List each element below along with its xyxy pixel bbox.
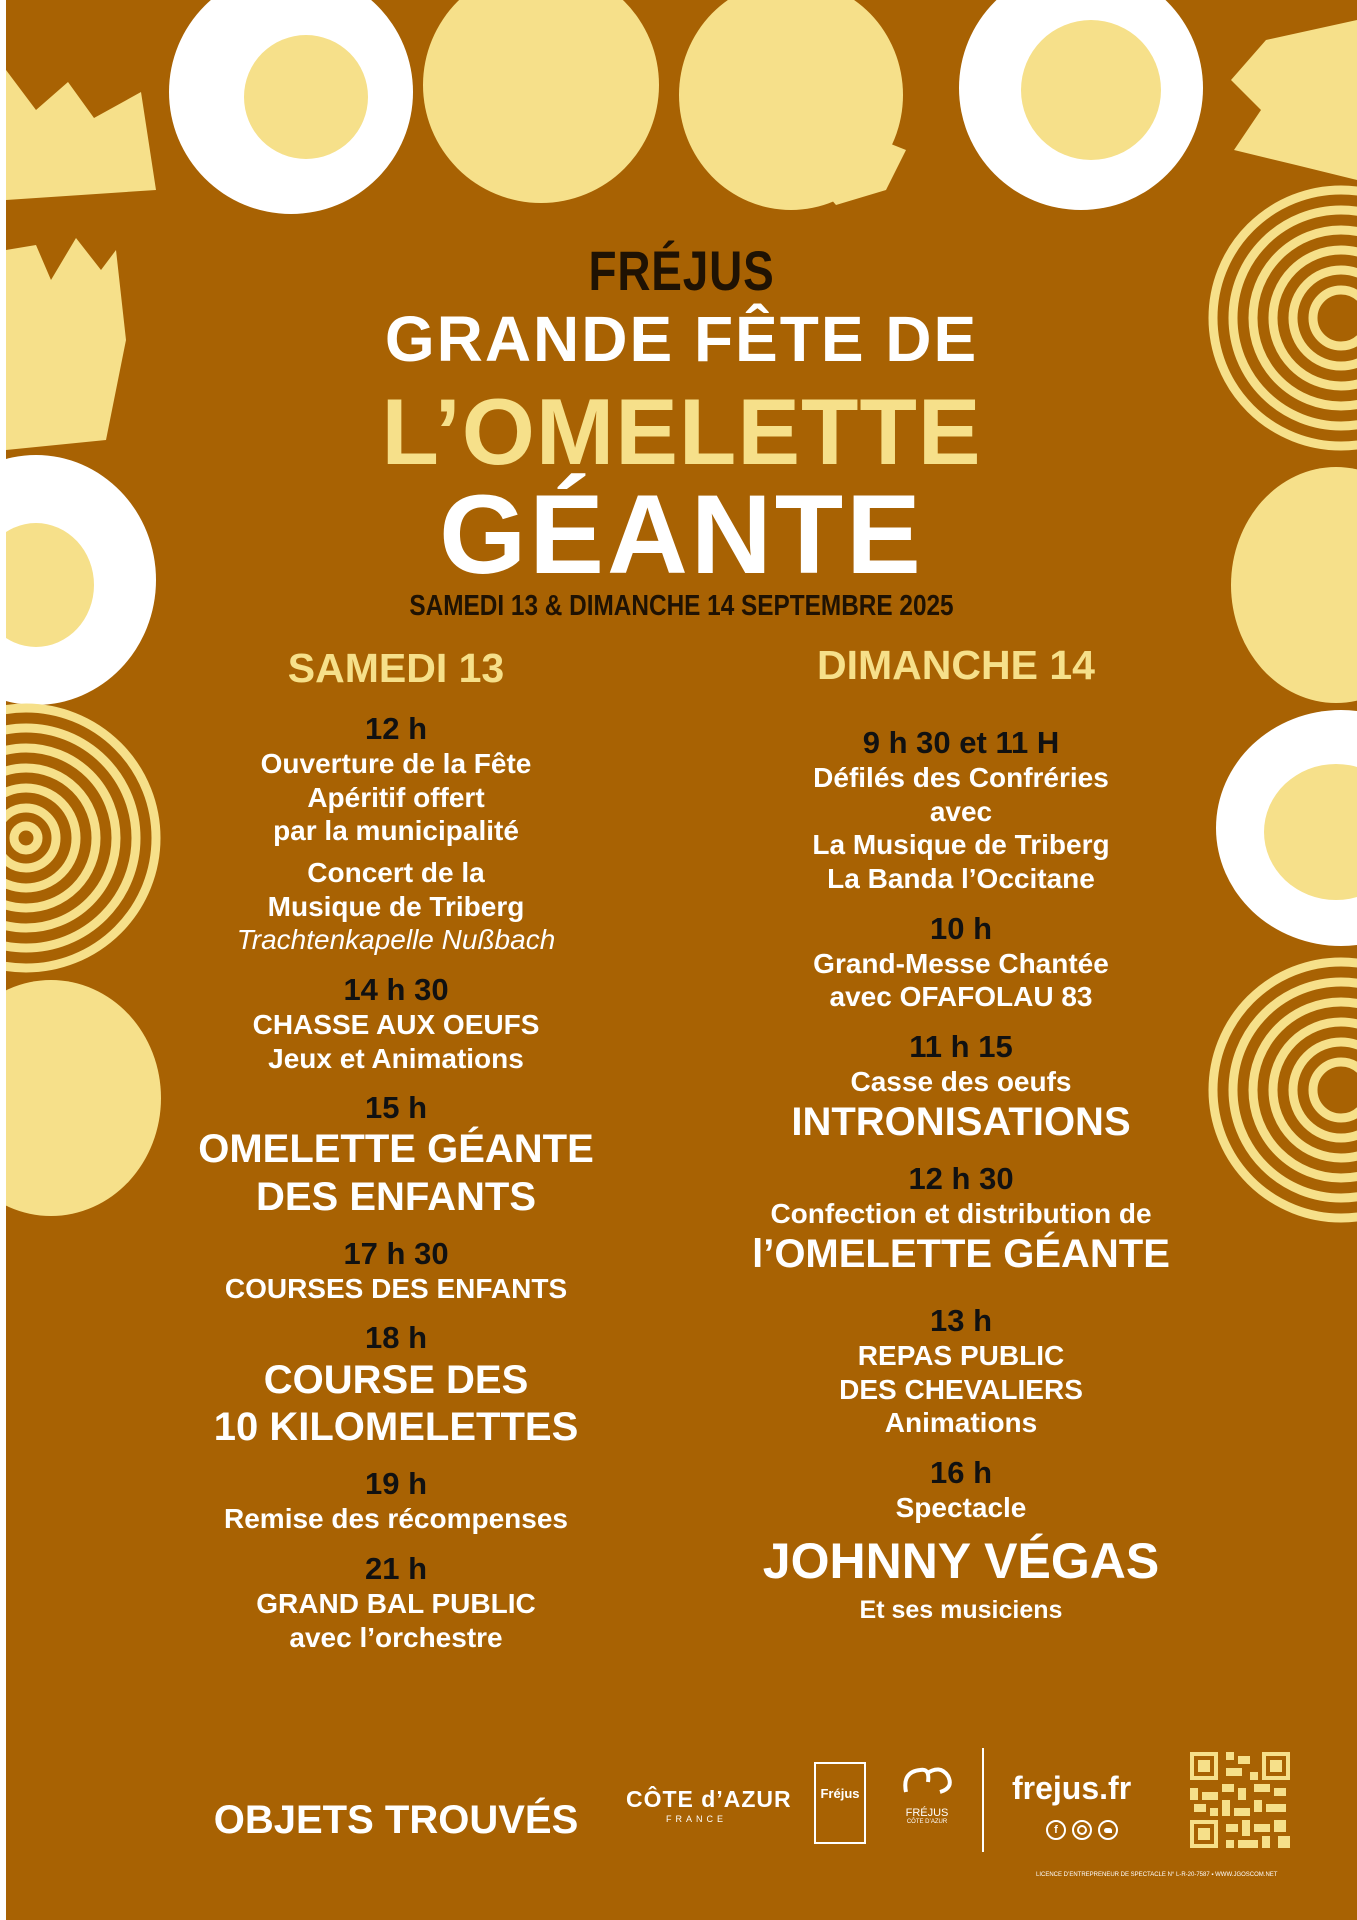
title-line-1: GRANDE FÊTE DE bbox=[384, 303, 979, 375]
egg-rings-right-2 bbox=[1213, 962, 1357, 1218]
sat-time-4: 15 h bbox=[364, 1090, 428, 1126]
sat-event-3-line-2: Jeux et Animations bbox=[268, 1042, 524, 1074]
sat-event-6-big-2: 10 KILOMELETTES bbox=[213, 1404, 579, 1449]
sun-event-1-line-3: La Musique de Triberg bbox=[812, 829, 1110, 861]
frejus-city-logo-sub: CÔTE D’AZUR bbox=[906, 1819, 948, 1825]
sat-event-1-line-2: Apéritif offert bbox=[307, 781, 485, 813]
sat-event-4-big-1: OMELETTE GÉANTE bbox=[198, 1127, 594, 1172]
egg-shell-top-right bbox=[1231, 20, 1357, 180]
sat-event-1-line-3: par la municipalité bbox=[273, 815, 519, 847]
qr-code-icon[interactable] bbox=[1186, 1748, 1294, 1852]
sat-event-8-line-1: GRAND BAL PUBLIC bbox=[256, 1588, 536, 1619]
sat-event-7-line-1: Remise des récompenses bbox=[224, 1503, 568, 1535]
egg-shell-top-left bbox=[6, 70, 156, 200]
sun-event-6-line-1: Spectacle bbox=[895, 1492, 1027, 1524]
sun-event-1-line-1: Défilés des Confréries bbox=[813, 762, 1109, 794]
sun-time-1: 9 h 30 et 11 H bbox=[862, 725, 1060, 760]
sun-time-2: 10 h bbox=[929, 910, 993, 946]
sat-event-1-line-1: Ouverture de la Fête bbox=[260, 748, 532, 780]
sun-event-2-line-1: Grand-Messe Chantée bbox=[813, 947, 1109, 979]
sun-time-6: 16 h bbox=[929, 1454, 993, 1490]
egg-fried-right bbox=[1216, 710, 1357, 946]
website-link[interactable]: frejus.fr bbox=[1012, 1770, 1132, 1806]
sat-time-6: 18 h bbox=[364, 1320, 428, 1356]
title-city: FRÉJUS bbox=[588, 239, 775, 302]
licence-text: LICENCE D’ENTREPRENEUR DE SPECTACLE N° L-R-20-7587 ▪ WWW.JGOSCOM.NET bbox=[1036, 1872, 1278, 1878]
sat-event-4-big-2: DES ENFANTS bbox=[255, 1174, 537, 1219]
sun-event-2-line-2: avec OFAFOLAU 83 bbox=[829, 981, 1093, 1013]
sat-time-3: 14 h 30 bbox=[343, 971, 449, 1007]
poster bbox=[6, 0, 1357, 1920]
sat-time-8: 21 h bbox=[364, 1550, 428, 1586]
sat-event-2-line-2: Musique de Triberg bbox=[267, 890, 525, 922]
sun-event-4-line-1: Confection et distribution de bbox=[770, 1198, 1152, 1230]
sun-time-3: 11 h 15 bbox=[909, 1028, 1013, 1064]
cote-azur-sub: FRANCE bbox=[666, 1814, 728, 1824]
frejus-city-logo-text: FRÉJUS bbox=[905, 1807, 949, 1819]
sat-event-2-italic: Trachtenkapelle Nußbach bbox=[236, 924, 556, 956]
title-line-3: GÉANTE bbox=[439, 472, 924, 597]
sun-event-1-line-4: La Banda l’Occitane bbox=[827, 862, 1095, 894]
sun-event-6-headliner: JOHNNY VÉGAS bbox=[762, 1532, 1160, 1589]
sun-time-5: 13 h bbox=[929, 1302, 993, 1338]
sunday-heading: DIMANCHE 14 bbox=[817, 642, 1095, 688]
cote-azur-logo: CÔTE d’AZUR bbox=[626, 1786, 792, 1812]
instagram-icon[interactable] bbox=[1072, 1820, 1092, 1840]
saturday-heading: SAMEDI 13 bbox=[287, 645, 505, 691]
sat-event-3-line-1: CHASSE AUX OEUFS bbox=[252, 1008, 540, 1040]
sat-event-8-line-2: avec l’orchestre bbox=[289, 1621, 503, 1653]
saturday-program bbox=[126, 710, 666, 1654]
lost-and-found: OBJETS TROUVÉS bbox=[213, 1798, 579, 1842]
sat-time-5: 17 h 30 bbox=[343, 1235, 449, 1271]
frejus-badge-label: Fréjus bbox=[820, 1786, 860, 1801]
sun-time-4: 12 h 30 bbox=[908, 1160, 1014, 1196]
sat-event-6-big-1: COURSE DES bbox=[263, 1357, 529, 1402]
egg-fried-top-2 bbox=[959, 0, 1203, 210]
social-icons bbox=[1046, 1820, 1118, 1840]
sat-event-5-line-1: COURSES DES ENFANTS bbox=[224, 1272, 568, 1304]
sun-event-5-line-2: DES CHEVALIERS bbox=[839, 1373, 1083, 1405]
twitter-icon[interactable] bbox=[1098, 1820, 1118, 1840]
egg-fried-top-1 bbox=[169, 0, 413, 214]
sun-event-6-after: Et ses musiciens bbox=[859, 1595, 1063, 1624]
sun-event-5-line-3: Animations bbox=[884, 1407, 1038, 1439]
sun-event-3-line-1: Casse des oeufs bbox=[850, 1066, 1072, 1098]
sunday-program bbox=[696, 710, 1226, 1625]
sun-event-4-big: l’OMELETTE GÉANTE bbox=[752, 1231, 1170, 1276]
event-dates: SAMEDI 13 & DIMANCHE 14 SEPTEMBRE 2025 bbox=[409, 590, 954, 622]
sat-time-7: 19 h bbox=[364, 1466, 428, 1502]
egg-whole-top-1 bbox=[423, 0, 659, 203]
sun-event-1-line-2: avec bbox=[929, 795, 993, 827]
sun-event-5-line-1: REPAS PUBLIC bbox=[857, 1340, 1065, 1372]
sat-event-2-line-1: Concert de la bbox=[307, 856, 485, 888]
title-line-2: L’OMELETTE bbox=[381, 379, 982, 484]
sat-time-1: 12 h bbox=[364, 711, 428, 746]
facebook-icon[interactable]: f bbox=[1046, 1820, 1066, 1840]
egg-whole-top-2 bbox=[679, 0, 906, 210]
sun-event-3-big: INTRONISATIONS bbox=[791, 1099, 1131, 1144]
